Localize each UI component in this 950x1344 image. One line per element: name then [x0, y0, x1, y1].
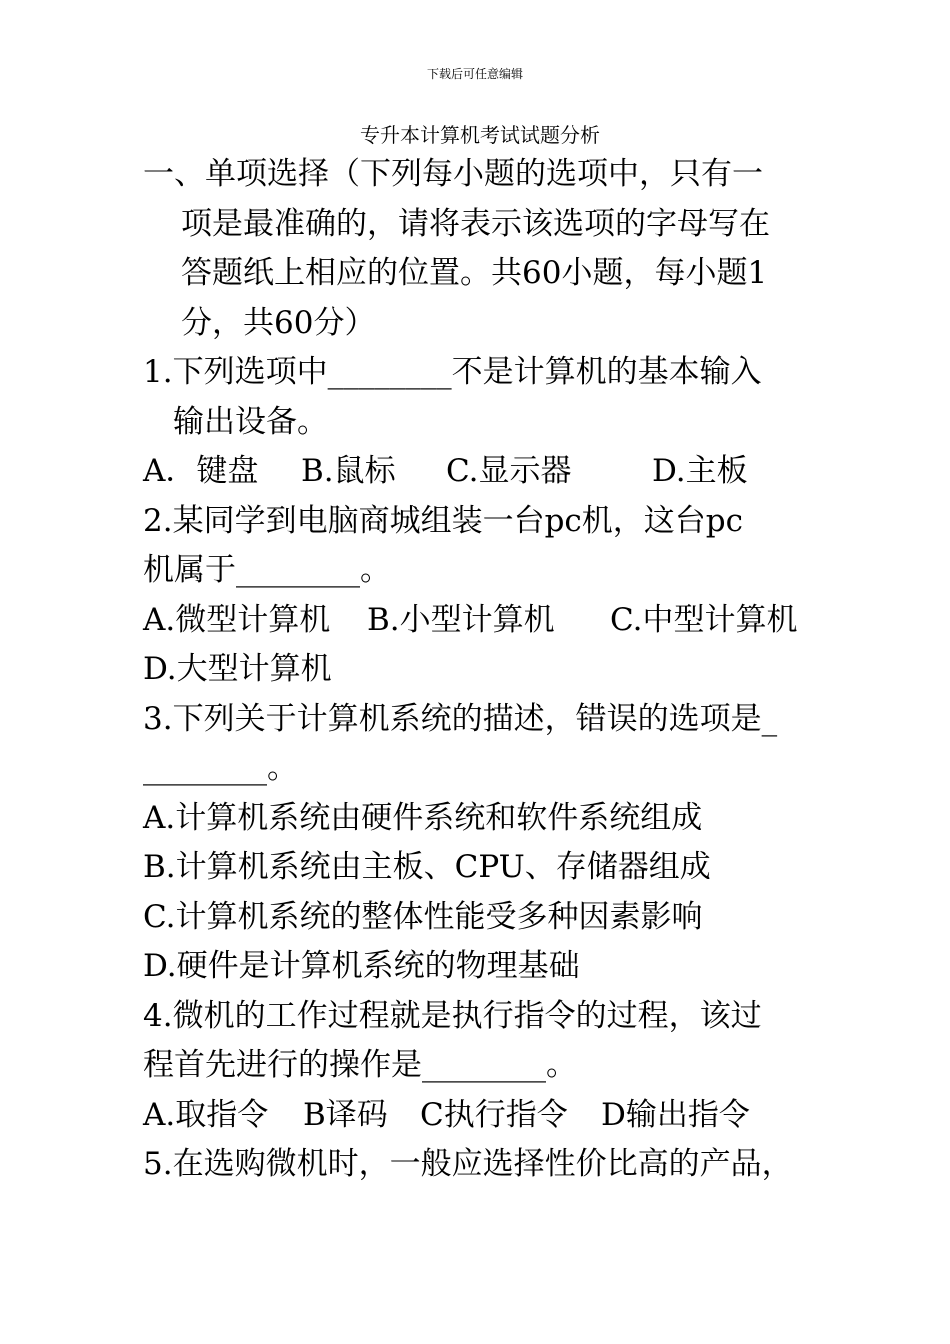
question-text: 5.在选购微机时，一般应选择性价比高的产品，: [143, 1146, 793, 1182]
option-a: A．键盘: [143, 453, 259, 489]
section-heading-line: 分，共60分）: [181, 304, 376, 341]
option-b: B.鼠标: [301, 453, 396, 489]
question-options: [143, 1091, 833, 1141]
option-d: D输出指令: [601, 1096, 750, 1133]
option-b: B译码: [303, 1096, 388, 1133]
question-options: [143, 596, 833, 646]
section-heading-line: 一、单项选择（下列每小题的选项中，只有一: [143, 156, 763, 192]
option-a: A.取指令: [143, 1096, 269, 1133]
option-d: D.大型计算机: [143, 651, 332, 687]
question-text: 机属于________。: [143, 552, 391, 588]
option-d: D.硬件是计算机系统的物理基础: [143, 948, 580, 984]
option-b: B.小型计算机: [367, 601, 555, 638]
question-text: 输出设备。: [173, 403, 328, 440]
question-text: ________。: [143, 750, 298, 786]
question-text: 1.下列选项中________不是计算机的基本输入: [143, 354, 762, 390]
question-text: 3.下列关于计算机系统的描述，错误的选项是_: [143, 700, 778, 737]
question-3: [143, 695, 833, 992]
question-4: [143, 992, 833, 1141]
question-5: [143, 1140, 833, 1190]
section-heading-line: 项是最准确的，请将表示该选项的字母写在: [181, 205, 770, 242]
option-a: A.微型计算机: [143, 601, 331, 638]
option-c: C.计算机系统的整体性能受多种因素影响: [143, 898, 703, 935]
section-heading-line: 答题纸上相应的位置。共60小题，每小题1: [181, 255, 768, 291]
header-note: 下载后可任意编辑: [426, 67, 523, 81]
option-a: A.计算机系统由硬件系统和软件系统组成: [143, 799, 703, 836]
option-d: D.主板: [652, 453, 748, 489]
option-c: C.中型计算机: [610, 601, 798, 638]
question-options: [143, 447, 833, 497]
document-title: 专升本计算机考试试题分析: [360, 123, 600, 147]
question-2: [143, 497, 833, 695]
option-b: B.计算机系统由主板、CPU、存储器组成: [143, 849, 711, 885]
section-heading: [143, 150, 833, 348]
question-text: 4.微机的工作过程就是执行指令的过程，该过: [143, 997, 762, 1034]
question-1: [143, 348, 833, 497]
question-text: 2.某同学到电脑商城组装一台pc机，这台pc: [143, 502, 743, 539]
option-c: C执行指令: [420, 1096, 568, 1133]
option-c: C.显示器: [446, 453, 572, 489]
question-text: 程首先进行的操作是________。: [143, 1047, 577, 1083]
document-body: [143, 150, 833, 1190]
